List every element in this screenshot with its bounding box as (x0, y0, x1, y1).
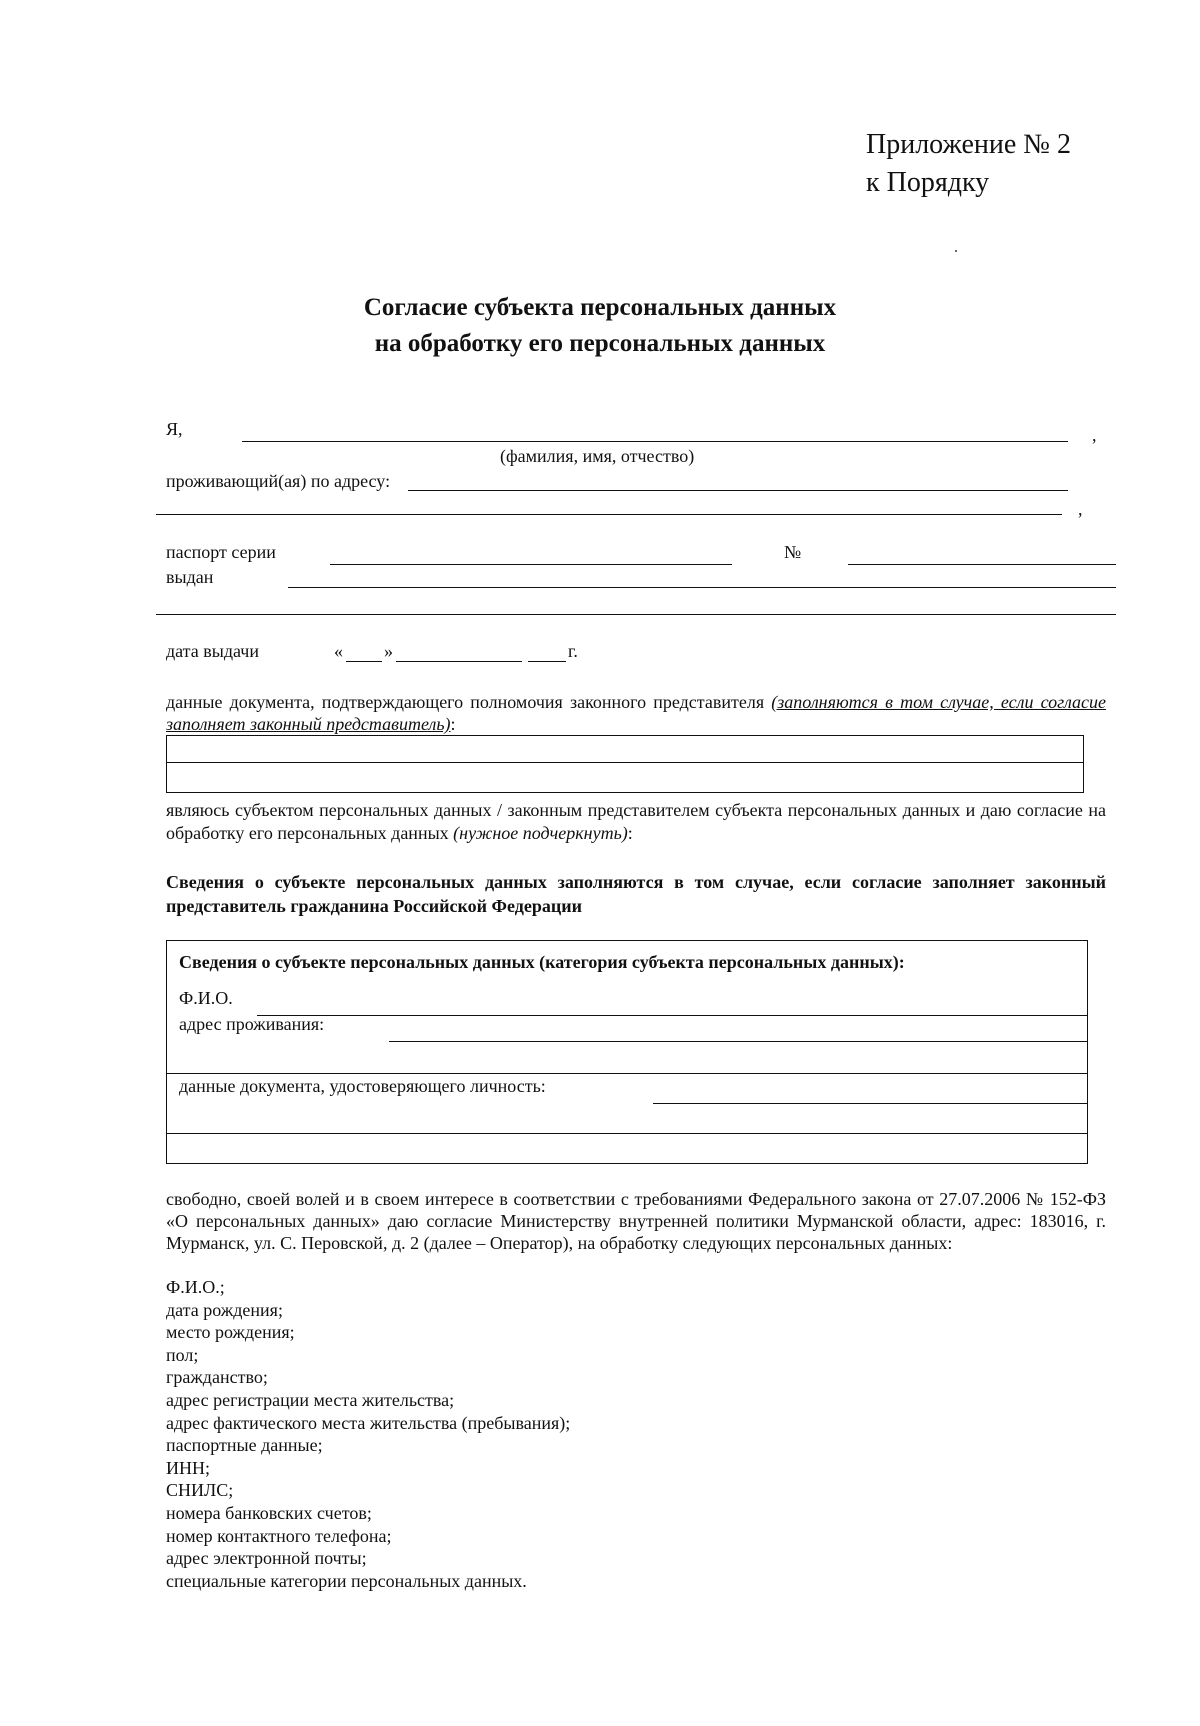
scan-dot (955, 250, 957, 252)
consent-list-item: Ф.И.О.; (166, 1277, 225, 1297)
date-close-quote: » (384, 641, 393, 661)
document-title-line1: Согласие субъекта персональных данных (363, 294, 837, 321)
address-label: проживающий(ая) по адресу: (166, 471, 391, 491)
rep-doc-text: данные документа, подтверждающего полномочия законного представителя (166, 692, 765, 712)
issue-month-line[interactable] (396, 661, 522, 662)
passport-number-label: № (784, 542, 802, 562)
address-line-1[interactable] (408, 490, 1068, 491)
subject-id-doc-line-1[interactable] (653, 1103, 1087, 1104)
issued-label: выдан (166, 567, 214, 587)
subject-statement (166, 799, 1106, 845)
subject-id-doc-label: данные документа, удостоверяющего личность: (179, 1076, 546, 1096)
consent-paragraph: свободно, своей волей и в своем интересе в соответствии с требованиями Федерального закона от 27.07.2006 № 152-ФЗ «О персональных данных» даю согласие Министерству внутренней политики Мурманской области, адрес: 183016, г. Мурманск, ул. С. Перовской, д. 2 (далее – Оператор), на обработку следующих персональных данных: (166, 1189, 1106, 1253)
consent-list-item: адрес электронной почты; (166, 1548, 367, 1569)
subject-statement-colon: : (627, 823, 633, 843)
consent-list-item: ИНН; (166, 1457, 210, 1478)
subject-fio-label: Ф.И.О. (179, 988, 233, 1008)
consent-list-item: дата рождения; (166, 1299, 283, 1320)
rep-doc-box-divider (167, 762, 1083, 763)
subject-id-doc-line-2[interactable] (167, 1133, 1087, 1134)
consent-list-item: адрес фактического места жительства (пребывания); (166, 1412, 571, 1433)
appendix-number: Приложение № 2 (866, 129, 1071, 160)
issued-line-2[interactable] (156, 614, 1116, 615)
subject-statement-note: (нужное подчеркнуть) (453, 823, 628, 843)
issued-line-1[interactable] (288, 587, 1116, 588)
fio-hint: (фамилия, имя, отчество) (500, 446, 695, 466)
document-title (0, 290, 1200, 362)
subject-address-line-1[interactable] (389, 1041, 1087, 1042)
passport-series-label: паспорт серии (166, 542, 276, 562)
rep-doc-note: (заполняются в том случае, если согласие заполняет законный представитель) (166, 692, 1106, 734)
consent-list-item: номера банковских счетов; (166, 1503, 372, 1523)
address-comma: , (1078, 499, 1083, 519)
passport-series-line[interactable] (330, 564, 732, 565)
issue-year-line[interactable] (528, 661, 566, 662)
rep-doc-colon: : (450, 714, 456, 734)
fio-comma: , (1092, 425, 1097, 445)
appendix-header (866, 126, 1071, 202)
consent-list-item: пол; (166, 1344, 199, 1365)
passport-number-line[interactable] (848, 564, 1116, 565)
subject-info-intro: Сведения о субъекте персональных данных заполняются в том случае, если согласие заполняет законный представитель гражданина Российской Федерации (166, 872, 1106, 916)
address-line-2[interactable] (156, 514, 1062, 515)
consent-list-item: паспортные данные; (166, 1435, 323, 1456)
subject-info-box-title: Сведения о субъекте персональных данных (категория субъекта персональных данных): (179, 952, 905, 972)
subject-fio-line[interactable] (257, 1015, 1087, 1016)
consent-list-item: место рождения; (166, 1322, 295, 1343)
document-title-line2: на обработку его персональных данных (374, 330, 826, 357)
fio-line[interactable] (242, 441, 1068, 442)
consent-list-item: специальные категории персональных данных. (166, 1570, 527, 1591)
ya-label: Я, (166, 419, 183, 439)
consent-list-item: СНИЛС; (166, 1480, 234, 1501)
year-suffix: г. (568, 641, 578, 661)
issue-date-label: дата выдачи (166, 641, 259, 661)
subject-info-box (166, 940, 1088, 1164)
consent-list-item: адрес регистрации места жительства; (166, 1390, 455, 1410)
rep-doc-paragraph (166, 691, 1106, 735)
subject-statement-text: являюсь субъектом персональных данных / законным представителем субъекта персональных данных и даю согласие на обработку его персональных данных (166, 800, 1106, 843)
subject-address-label: адрес проживания: (179, 1014, 325, 1034)
consent-list-item: гражданство; (166, 1367, 268, 1388)
issue-day-line[interactable] (346, 661, 382, 662)
rep-doc-box (166, 735, 1084, 793)
appendix-reference: к Порядку (866, 167, 990, 198)
date-open-quote: « (334, 641, 343, 661)
consent-list-item: номер контактного телефона; (166, 1525, 392, 1546)
subject-address-line-2[interactable] (167, 1073, 1087, 1074)
